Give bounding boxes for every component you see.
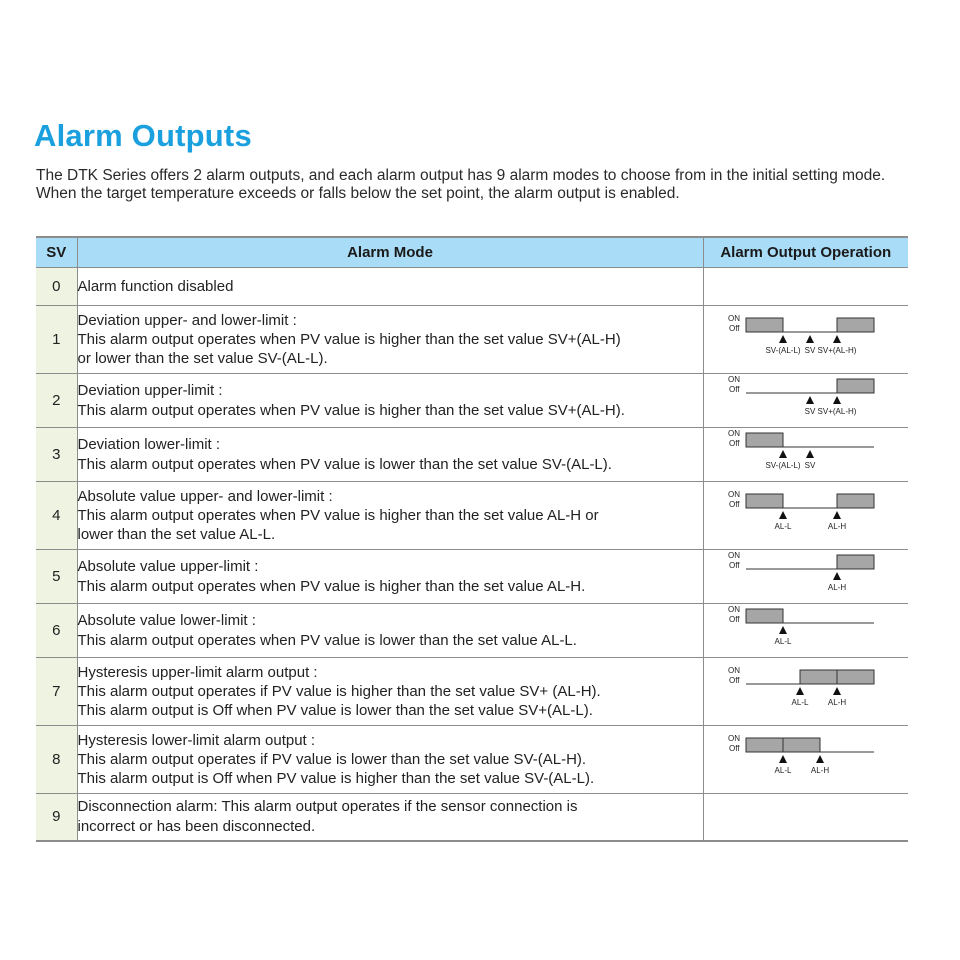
marker-arrow-icon (779, 335, 787, 343)
off-label: Off (728, 675, 740, 685)
alarm-output-operation (703, 374, 908, 428)
sv-value: 0 (36, 268, 77, 306)
off-label: Off (728, 323, 740, 333)
marker-arrow-icon (779, 755, 787, 763)
table-row (36, 658, 908, 726)
on-label: ON (727, 428, 740, 438)
marker-label: AL-H (827, 521, 846, 531)
marker-arrow-icon (796, 687, 804, 695)
table-row (36, 726, 908, 794)
alarm-output-operation (703, 306, 908, 374)
on-state-block (746, 318, 783, 332)
alarm-operation-diagram (704, 307, 908, 373)
alarm-output-operation (703, 658, 908, 726)
marker-arrow-icon (779, 450, 787, 458)
marker-arrow-icon (833, 687, 841, 695)
alarm-mode-description (77, 374, 703, 428)
marker-label: AL-L (774, 521, 791, 531)
alarm-mode-title: Deviation lower-limit : (77, 436, 221, 454)
sv-value: 2 (36, 374, 77, 428)
alarm-mode-description (77, 794, 703, 841)
marker-arrow-icon (833, 572, 841, 580)
on-label: ON (727, 665, 740, 675)
alarm-mode-line: This alarm output is Off when PV value is higher than the set value SV-(AL-L). (77, 770, 595, 788)
on-label: ON (727, 374, 740, 384)
table-row (36, 374, 908, 428)
marker-label: SV-(AL-L) (764, 460, 801, 470)
marker-arrow-icon (833, 396, 841, 404)
alarm-output-operation (703, 268, 908, 306)
on-state-block (837, 379, 874, 393)
off-label: Off (728, 499, 740, 509)
alarm-operation-diagram (704, 551, 908, 603)
marker-label: AL-H (810, 765, 829, 775)
table-row (36, 306, 908, 374)
alarm-output-operation (703, 726, 908, 794)
alarm-mode-description (77, 268, 703, 306)
sv-value: 4 (36, 482, 77, 550)
alarm-mode-line: This alarm output operates when PV value is higher than the set value SV+(AL-H) (77, 330, 621, 348)
marker-arrow-icon (816, 755, 824, 763)
alarm-mode-line: or lower than the set value SV-(AL-L). (77, 350, 328, 368)
alarm-mode-line: This alarm output operates when PV value is higher than the set value AL-H or (77, 506, 599, 524)
alarm-mode-line: This alarm output operates if PV value is lower than the set value SV-(AL-H). (77, 750, 587, 768)
marker-arrow-icon (806, 450, 814, 458)
table-row (36, 604, 908, 658)
marker-arrow-icon (806, 396, 814, 404)
marker-label: AL-H (827, 582, 846, 592)
header-alarm-mode: Alarm Mode (77, 237, 703, 268)
off-label: Off (728, 560, 740, 570)
alarm-operation-diagram (704, 605, 908, 657)
on-state-block (746, 433, 783, 447)
alarm-mode-line: This alarm output operates when PV value is higher than the set value SV+(AL-H). (77, 401, 625, 419)
marker-label: SV+(AL-H) (817, 345, 856, 355)
alarm-operation-diagram (704, 727, 908, 793)
off-label: Off (728, 614, 740, 624)
alarm-mode-line: This alarm output operates when PV value is higher than the set value AL-H. (77, 577, 586, 595)
alarm-operation-diagram (704, 483, 908, 549)
alarm-mode-title: Deviation upper- and lower-limit : (77, 311, 297, 329)
table-row (36, 794, 908, 841)
header-alarm-output-operation: Alarm Output Operation (703, 237, 908, 268)
alarm-output-operation (703, 604, 908, 658)
on-state-block (746, 609, 783, 623)
header-sv: SV (36, 237, 77, 268)
alarm-mode-description (77, 726, 703, 794)
alarm-mode-description (77, 550, 703, 604)
marker-arrow-icon (779, 626, 787, 634)
sv-value: 6 (36, 604, 77, 658)
marker-arrow-icon (833, 335, 841, 343)
alarm-mode-line: lower than the set value AL-L. (77, 526, 276, 544)
marker-arrow-icon (779, 511, 787, 519)
alarm-operation-diagram (704, 375, 908, 427)
alarm-mode-title: Absolute value lower-limit : (77, 612, 256, 630)
alarm-output-operation (703, 428, 908, 482)
marker-arrow-icon (806, 335, 814, 343)
alarm-mode-line: incorrect or has been disconnected. (77, 817, 316, 835)
on-label: ON (727, 733, 740, 743)
on-state-block (837, 318, 874, 332)
off-label: Off (728, 384, 740, 394)
alarm-mode-title: Absolute value upper-limit : (77, 558, 259, 576)
intro-paragraph: The DTK Series offers 2 alarm outputs, and each alarm output has 9 alarm modes to choose from in the initial setting mode. When the target temperature exceeds or falls below the set point, the alarm output is enabled. (36, 167, 886, 202)
marker-arrow-icon (833, 511, 841, 519)
on-state-block (837, 494, 874, 508)
marker-label: SV (804, 460, 815, 470)
alarm-mode-title: Alarm function disabled (77, 277, 234, 295)
alarm-mode-description (77, 306, 703, 374)
marker-label: AL-L (774, 765, 791, 775)
table-row (36, 428, 908, 482)
marker-label: AL-L (774, 636, 791, 646)
sv-value: 9 (36, 794, 77, 841)
sv-value: 1 (36, 306, 77, 374)
alarm-mode-line: This alarm output operates when PV value is lower than the set value AL-L. (77, 631, 577, 649)
alarm-mode-description (77, 428, 703, 482)
alarm-mode-title: Hysteresis lower-limit alarm output : (77, 731, 316, 749)
marker-label: AL-L (791, 697, 808, 707)
sv-value: 7 (36, 658, 77, 726)
on-state-block (837, 555, 874, 569)
marker-label: SV-(AL-L) (764, 345, 801, 355)
alarm-modes-table (36, 236, 908, 842)
marker-label: SV (804, 406, 815, 416)
table-row (36, 482, 908, 550)
alarm-mode-line: This alarm output operates when PV value is lower than the set value SV-(AL-L). (77, 455, 612, 473)
marker-label: SV (804, 345, 815, 355)
sv-value: 5 (36, 550, 77, 604)
alarm-mode-line: This alarm output is Off when PV value is lower than the set value SV+(AL-L). (77, 702, 593, 720)
table-row (36, 268, 908, 306)
alarm-mode-title: Absolute value upper- and lower-limit : (77, 487, 333, 505)
alarm-operation-diagram (704, 659, 908, 725)
page-title: Alarm Outputs (34, 118, 252, 153)
alarm-mode-description (77, 482, 703, 550)
on-label: ON (727, 550, 740, 560)
table-header-row (36, 237, 908, 268)
alarm-output-operation (703, 482, 908, 550)
alarm-mode-title: Disconnection alarm: This alarm output operates if the sensor connection is (77, 798, 578, 816)
marker-label: SV+(AL-H) (817, 406, 856, 416)
off-label: Off (728, 743, 740, 753)
alarm-mode-description (77, 658, 703, 726)
alarm-mode-line: This alarm output operates if PV value is higher than the set value SV+ (AL-H). (77, 682, 601, 700)
alarm-operation-diagram (704, 429, 908, 481)
on-label: ON (727, 489, 740, 499)
alarm-output-operation (703, 550, 908, 604)
alarm-mode-title: Hysteresis upper-limit alarm output : (77, 663, 318, 681)
marker-label: AL-H (827, 697, 846, 707)
on-state-block (746, 494, 783, 508)
alarm-output-operation (703, 794, 908, 841)
table-row (36, 550, 908, 604)
sv-value: 8 (36, 726, 77, 794)
on-label: ON (727, 604, 740, 614)
sv-value: 3 (36, 428, 77, 482)
alarm-mode-description (77, 604, 703, 658)
off-label: Off (728, 438, 740, 448)
on-label: ON (727, 313, 740, 323)
alarm-mode-title: Deviation upper-limit : (77, 382, 223, 400)
